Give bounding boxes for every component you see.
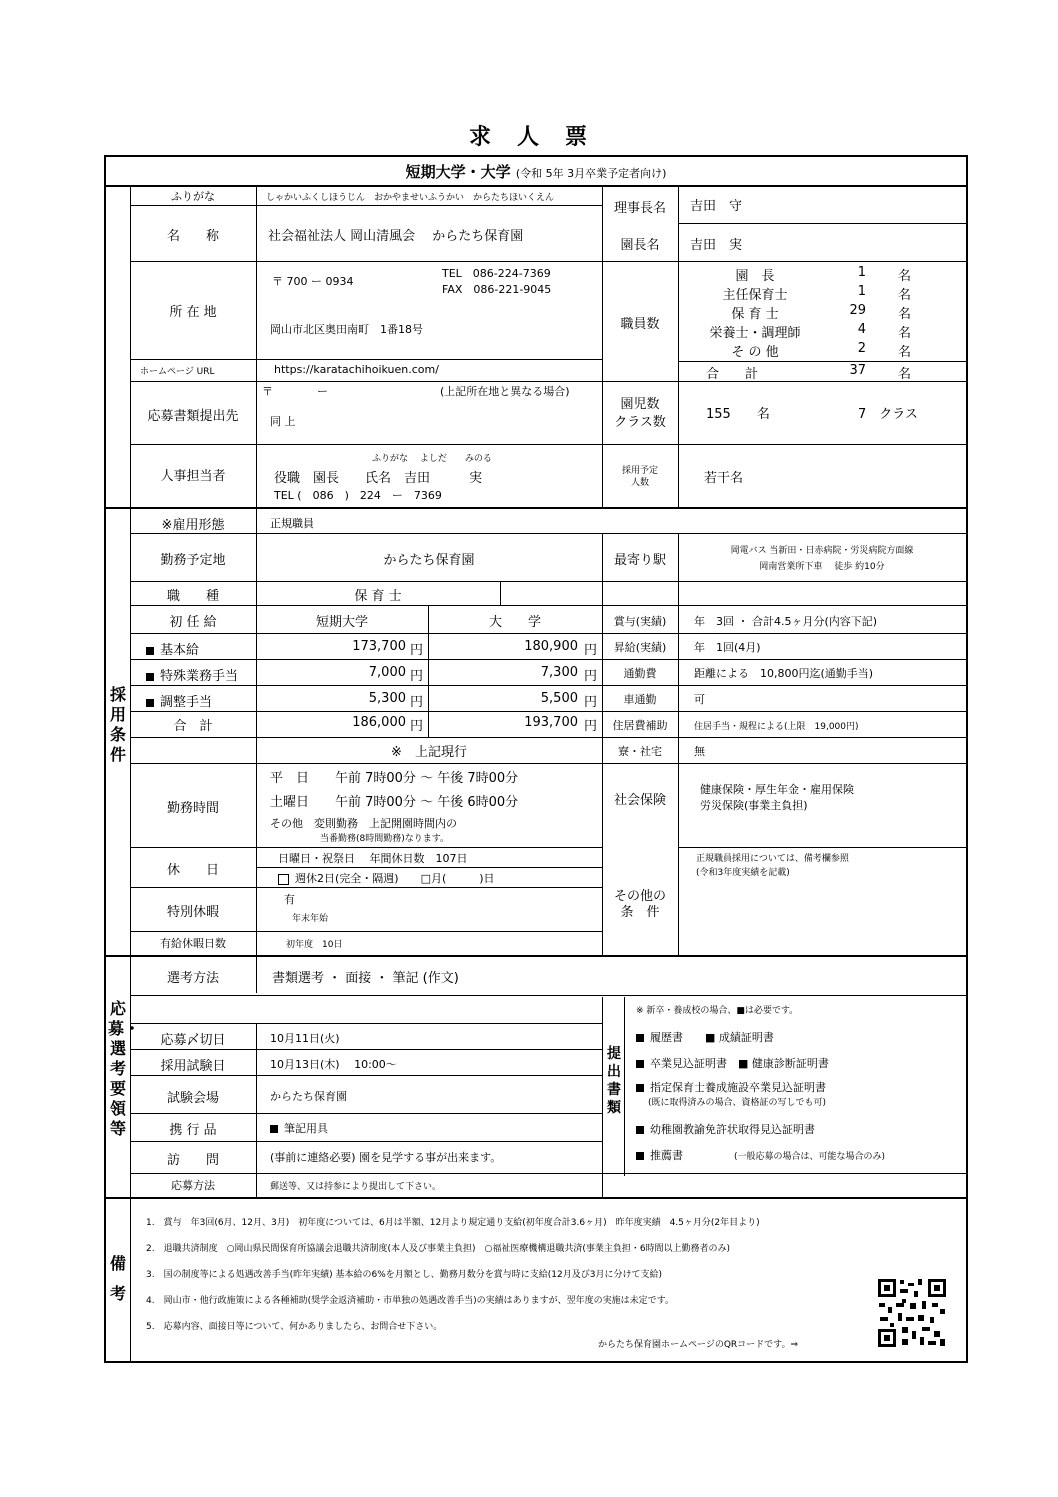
- salary-row-label: 調整手当: [146, 691, 212, 710]
- hours-other-2: 当番勤務(8時間勤務)なります。: [320, 834, 450, 844]
- submit-label: 応募書類提出先: [147, 409, 239, 424]
- salary-univ: 180,900: [524, 639, 578, 654]
- staff-role: 園 長: [735, 269, 775, 284]
- workplace-value: からたち保育園: [383, 553, 475, 568]
- apply-value: 郵送等、又は持参により提出して下さい。: [270, 1182, 442, 1192]
- staff-total-unit: 名: [898, 367, 912, 382]
- current-note: ※ 上記現行: [391, 745, 467, 760]
- org-name: 社会福祉法人 岡山清風会 からたち保育園: [268, 229, 524, 244]
- station-line-2: 岡南営業所下車 徒歩 約10分: [759, 562, 885, 572]
- job-offer-form: [104, 155, 968, 1363]
- visit-label: 訪 問: [166, 1153, 219, 1168]
- address-value: 岡山市北区奥田南町 1番18号: [270, 323, 423, 336]
- raise-value: 年 1回(4月): [694, 641, 761, 654]
- submit-note: (上記所在地と異なる場合): [440, 385, 570, 398]
- holiday-label: 休 日: [166, 863, 219, 878]
- salary-junior: 7,000: [368, 665, 406, 680]
- dorm-label: 寮・社宅: [618, 745, 662, 758]
- deadline-value: 10月11日(火): [270, 1032, 340, 1045]
- commute-value: 距離による 10,800円迄(通勤手当): [694, 667, 874, 680]
- raise-label: 昇給(実績): [613, 641, 667, 654]
- doc-required-mark: [636, 1034, 644, 1042]
- children-label: 園児数: [620, 397, 660, 412]
- postal-code: 〒 700 ー 0934: [272, 275, 354, 288]
- hr-line: 役職 園長 氏名 吉田 実: [274, 471, 483, 486]
- exam-date-label: 採用試験日: [160, 1059, 226, 1074]
- dorm-value: 無: [694, 745, 705, 758]
- employment-value: 正規職員: [270, 517, 314, 530]
- docs-sub: (既に取得済みの場合、資格証の写しでも可): [648, 1098, 827, 1108]
- doc-required-mark: [636, 1152, 644, 1160]
- total-univ-unit: 円: [584, 719, 598, 734]
- docs-note: ※ 新卒・養成校の場合、■は必要です。: [636, 1006, 799, 1016]
- insurance-line-1: 健康保険・厚生年金・雇用保険: [700, 783, 854, 796]
- homepage-label: ホームページ URL: [140, 367, 215, 377]
- deadline-label: 応募〆切日: [160, 1033, 226, 1048]
- staff-unit: 名: [898, 345, 912, 360]
- salary-junior: 173,700: [352, 639, 406, 654]
- venue-label: 試験会場: [166, 1091, 219, 1106]
- staff-count: 1: [857, 284, 866, 299]
- header-sub: (令和 5年 3月卒業予定者向け): [515, 167, 667, 180]
- furigana-label: ふりがな: [171, 190, 215, 203]
- doc-item: 指定保育士養成施設卒業見込証明書: [636, 1079, 826, 1095]
- staff-label: 職員数: [620, 317, 660, 332]
- tel-number: TEL 086-224-7369: [442, 267, 551, 280]
- hours-other-1: その他 変則勤務 上記開園時間内の: [270, 817, 457, 830]
- staff-unit: 名: [898, 326, 912, 341]
- staff-total-count: 37: [849, 363, 866, 378]
- doc-item: 卒業見込証明書 ■ 健康診断証明書: [636, 1055, 829, 1071]
- col-junior: 短期大学: [315, 615, 368, 630]
- furigana-value: しゃかいふくしほうじん おかやませいふうかい からたちほいくえん: [266, 193, 555, 203]
- homepage-url[interactable]: https://karatachihoikuen.com/: [274, 363, 439, 376]
- special-leave-label: 特別休暇: [166, 905, 219, 920]
- paid-leave-value: 初年度 10日: [286, 940, 343, 950]
- salary-junior-unit: 円: [410, 695, 424, 710]
- method-value: 書類選考 ・ 面接 ・ 筆記 (作文): [272, 971, 459, 986]
- form-header: [106, 161, 966, 182]
- station-label: 最寄り駅: [613, 553, 666, 568]
- items-value: 筆記用具: [270, 1120, 328, 1136]
- hours-weekday: 平 日 午前 7時00分 ～ 午後 7時00分: [270, 771, 519, 786]
- col-univ: 大 学: [488, 615, 541, 630]
- salary-univ-unit: 円: [584, 643, 598, 658]
- classes-count: 7 クラス: [858, 407, 918, 422]
- staff-count: 29: [849, 303, 866, 318]
- page-title: 求 人 票: [468, 125, 589, 150]
- remarks-section-label: 備考: [109, 1254, 126, 1303]
- salary-row-label: 特殊業務手当: [146, 665, 238, 684]
- workplace-label: 勤務予定地: [160, 553, 226, 568]
- staff-unit: 名: [898, 269, 912, 284]
- employment-label: ※雇用形態: [161, 518, 225, 533]
- car-label: 車通勤: [623, 693, 657, 706]
- staff-count: 4: [857, 322, 866, 337]
- doc-item: 幼稚園教諭免許状取得見込証明書: [636, 1121, 815, 1137]
- job-label: 職 種: [166, 589, 219, 604]
- bonus-label: 賞与(実績): [613, 615, 667, 628]
- job-value: 保 育 士: [354, 589, 402, 604]
- items-label: 携 行 品: [169, 1123, 217, 1138]
- remark-line: 1. 賞与 年3回(6月、12月、3月) 初年度については、6月は半額、12月より規定通り支給(初年度合計3.6ヶ月) 昨年度実績 4.5ヶ月分(2年目より): [146, 1218, 760, 1228]
- doc-required-mark: [636, 1060, 644, 1068]
- method-label: 選考方法: [166, 971, 219, 986]
- doc-required-mark: [636, 1084, 644, 1092]
- staff-role: 保 育 士: [731, 307, 779, 322]
- hours-saturday: 土曜日 午前 7時00分 ～ 午後 6時00分: [270, 795, 519, 810]
- total-univ: 193,700: [524, 715, 578, 730]
- housing-label: 住居費補助: [612, 719, 668, 732]
- director-name: 吉田 実: [690, 238, 743, 253]
- fax-number: FAX 086-221-9045: [442, 283, 552, 296]
- remark-line: 2. 退職共済制度 ○岡山県民間保育所協議会退職共済制度(本人及び事業主負担) ○福祉医療機構退職共済(事業主負担・6時間以上勤務者のみ): [146, 1244, 731, 1254]
- header-main: 短期大学・大学: [405, 163, 511, 181]
- hire-plan-label-2: 人数: [630, 478, 649, 488]
- special-leave-detail: 年末年始: [292, 914, 329, 924]
- other-conditions-2: (令和3年度実績を記載): [696, 868, 790, 878]
- salary-junior: 5,300: [368, 691, 406, 706]
- visit-value: (事前に連絡必要) 園を見学する事が出来ます。: [270, 1151, 502, 1164]
- staff-total-label: 合 計: [706, 367, 759, 382]
- address-label: 所 在 地: [169, 305, 217, 320]
- classes-label: クラス数: [614, 415, 666, 430]
- children-count: 155 名: [706, 407, 770, 422]
- other-conditions-1: 正規職員採用については、備考欄参照: [696, 854, 849, 864]
- other-conditions-label-2: 条 件: [620, 905, 660, 920]
- weekly-two-checkbox[interactable]: [278, 874, 289, 885]
- hours-label: 勤務時間: [166, 801, 219, 816]
- staff-count: 1: [857, 265, 866, 280]
- docs-reco-note: (一般応募の場合は、可能な場合のみ): [734, 1152, 886, 1162]
- chairman-label: 理事長名: [613, 201, 666, 216]
- paid-leave-label: 有給休暇日数: [160, 937, 226, 950]
- hr-furigana: ふりがな よしだ みのる: [372, 454, 492, 464]
- remark-line: 3. 国の制度等による処遇改善手当(昨年実績) 基本給の6%を月額とし、勤務月数分を賞与時に支給(12月及び3月に分けて支給): [146, 1270, 662, 1280]
- station-line-1: 岡電バス 当新田・日赤病院・労災病院方面線: [730, 546, 914, 556]
- insurance-line-2: 労災保険(事業主負担): [700, 799, 808, 812]
- staff-role: 栄養士・調理師: [709, 326, 801, 341]
- docs-label: 提出書類: [607, 1046, 621, 1116]
- car-value: 可: [694, 693, 705, 706]
- name-label: 名 称: [166, 229, 219, 244]
- venue-value: からたち保育園: [270, 1090, 347, 1103]
- submit-postal: 〒 ー: [262, 385, 328, 398]
- doc-item: 推薦書: [636, 1147, 683, 1163]
- qr-caption: からたち保育園ホームページのQRコードです。⇒: [598, 1340, 798, 1350]
- bonus-value: 年 3回 ・ 合計4.5ヶ月分(内容下記): [694, 615, 878, 628]
- doc-item: 履歴書 ■ 成績証明書: [636, 1029, 774, 1045]
- salary-univ-unit: 円: [584, 695, 598, 710]
- hire-plan-value: 若干名: [704, 471, 744, 486]
- salary-label: 初 任 給: [169, 615, 217, 630]
- staff-count: 2: [857, 341, 866, 356]
- staff-role: そ の 他: [731, 345, 779, 360]
- hire-plan-label: 採用予定: [621, 466, 658, 476]
- salary-junior-unit: 円: [410, 643, 424, 658]
- remark-line: 4. 岡山市・他行政施策による各種補助(奨学金返済補助・市単独の処遇改善手当)の実績はありますが、翌年度の実施は未定です。: [146, 1296, 674, 1306]
- holiday-line-1: 日曜日・祝祭日 年間休日数 107日: [278, 852, 468, 865]
- staff-unit: 名: [898, 288, 912, 303]
- doc-required-mark: [636, 1126, 644, 1134]
- salary-univ: 5,500: [540, 691, 578, 706]
- salary-junior-unit: 円: [410, 669, 424, 684]
- hr-label: 人事担当者: [160, 469, 226, 484]
- total-label: 合 計: [173, 719, 213, 734]
- apply-label: 応募方法: [171, 1179, 215, 1192]
- selection-section-label: 応募・選考要領等: [108, 999, 141, 1138]
- submit-value: 同 上: [270, 415, 296, 428]
- salary-univ: 7,300: [540, 665, 578, 680]
- chairman-name: 吉田 守: [690, 199, 743, 214]
- staff-role: 主任保育士: [722, 288, 788, 303]
- conditions-section-label: 採用条件: [109, 685, 126, 764]
- special-leave-value: 有: [284, 893, 295, 906]
- remark-line: 5. 応募内容、面接日等について、何かありましたら、お問合せ下さい。: [146, 1322, 443, 1332]
- commute-label: 通勤費: [623, 667, 657, 680]
- holiday-line-2: 週休2日(完全・隔週) □月( )日: [278, 870, 495, 886]
- hr-tel: TEL ( 086 ) 224 ー 7369: [274, 489, 442, 502]
- staff-unit: 名: [898, 307, 912, 322]
- exam-date-value: 10月13日(木) 10:00～: [270, 1058, 397, 1071]
- salary-univ-unit: 円: [584, 669, 598, 684]
- housing-value: 住居手当・規程による(上限 19,000円): [694, 722, 859, 732]
- director-label: 園長名: [620, 238, 660, 253]
- insurance-label: 社会保険: [613, 793, 666, 808]
- qr-code-icon[interactable]: [876, 1277, 948, 1349]
- other-conditions-label: その他の: [613, 889, 666, 904]
- total-junior-unit: 円: [410, 719, 424, 734]
- total-junior: 186,000: [352, 715, 406, 730]
- salary-row-label: 基本給: [146, 639, 199, 658]
